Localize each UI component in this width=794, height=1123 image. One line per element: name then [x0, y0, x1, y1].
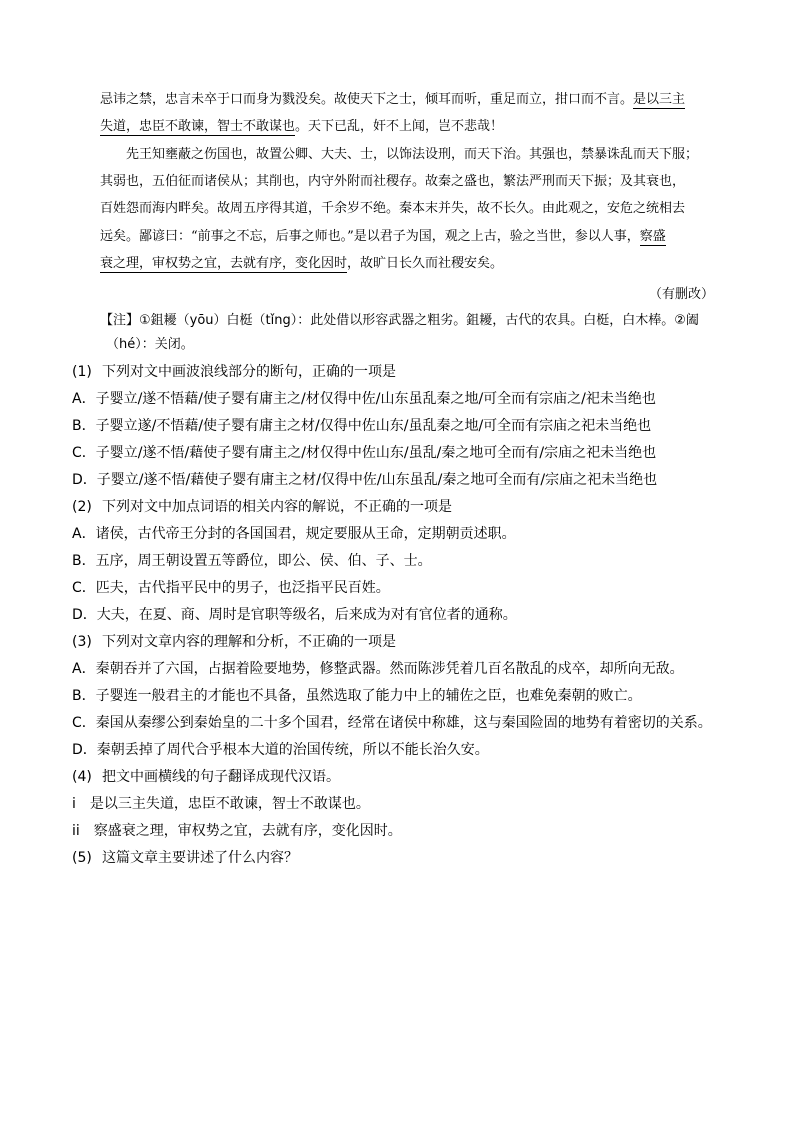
passage-text: 先王知壅蔽之伤国也，故置公卿、大夫、士，以饰法设刑，而天下治。其强也，禁暴诛乱而天下服；	[126, 147, 699, 162]
question-stem: 这篇文章主要讲述了什么内容？	[102, 850, 298, 866]
translation-item-i: i 是以三主失道，忠臣不敢谏，智士不敢谋也。	[72, 796, 370, 812]
passage-line-7	[100, 255, 503, 273]
option-2c: C．匹夫，古代指平民中的男子，也泛指平民百姓。	[72, 580, 390, 596]
translation-item-ii: ii 察盛衰之理，审权势之宜，去就有序，变化因时。	[72, 823, 402, 839]
question-number: (1)	[72, 364, 92, 380]
question-4	[72, 767, 340, 787]
question-stem: 下列对文中加点词语的相关内容的解说，不正确的一项是	[102, 499, 452, 515]
option-1b: B．子婴立遂/不悟藉/使子婴有庸主之材/仅得中佐山东/虽乱秦之地/可全而有宗庙之祀未当绝也	[72, 418, 652, 434]
passage-line-5	[100, 200, 685, 218]
question-stem: 下列对文中画波浪线部分的断句，正确的一项是	[102, 364, 396, 380]
passage-line-2	[100, 118, 503, 136]
question-number: (3)	[72, 634, 92, 650]
passage-text: 其弱也，五伯征而诸侯从；其削也，内守外附而社稷存。故秦之盛也，繁法严刑而天下振；及其衰也，	[100, 174, 686, 189]
question-number: (2)	[72, 499, 92, 515]
option-1d: D．子婴立/遂不悟/藉使子婴有庸主之材/仅得中佐/山东虽乱/秦之地可全而有/宗庙之祀未当绝也	[72, 472, 658, 488]
underlined-sentence: 失道，忠臣不敢谏，智士不敢谋也	[100, 119, 296, 134]
question-2	[72, 497, 452, 517]
question-number: (4)	[72, 769, 92, 785]
option-3b: B．子婴连一般君主的才能也不具备，虽然选取了能力中上的辅佐之臣，也难免秦朝的败亡。	[72, 688, 642, 704]
source-credit: （有删改）	[648, 287, 714, 302]
passage-text: 忌讳之禁，忠言未卒于口而身为戮没矣。故使天下之士，倾耳而听，重足而立，拑口而不言。	[100, 92, 634, 107]
option-3c: C．秦国从秦缪公到秦始皇的二十多个国君，经常在诸侯中称雄，这与秦国险固的地势有着密切的关系。	[72, 715, 712, 731]
option-3d: D．秦朝丢掉了周代合乎根本大道的治国传统，所以不能长治久安。	[72, 742, 489, 758]
question-3	[72, 632, 396, 652]
option-2a: A．诸侯，古代帝王分封的各国国君，规定要服从王命，定期朝贡述职。	[72, 526, 516, 542]
option-1c: C．子婴立/遂不悟/藉使子婴有庸主之/材仅得中佐山东/虽乱/秦之地可全而有/宗庙之祀未当绝也	[72, 445, 657, 461]
question-stem: 把文中画横线的句子翻译成现代汉语。	[102, 769, 340, 785]
passage-text: 远矣。鄙谚曰：“前事之不忘，后事之师也。”是以君子为国，观之上古，验之当世，参以人事，	[100, 229, 640, 244]
passage-text: 。天下已乱，奸不上闻，岂不悲哉！	[295, 119, 504, 134]
passage-line-3	[126, 146, 698, 164]
option-1a: A．子婴立/遂不悟藉/使子婴有庸主之/材仅得中佐/山东虽乱秦之地/可全而有宗庙之/祀未当绝也	[72, 391, 656, 407]
option-2d: D．大夫，在夏、商、周时是官职等级名，后来成为对有官位者的通称。	[72, 607, 517, 623]
passage-line-1	[100, 91, 685, 109]
question-stem: 下列对文章内容的理解和分析，不正确的一项是	[102, 634, 396, 650]
passage-line-4	[100, 173, 685, 191]
question-1	[72, 362, 396, 382]
underlined-sentence: 衰之理，审权势之宜，去就有序，变化因时	[100, 256, 348, 271]
option-3a: A．秦朝吞并了六国，占据着险要地势，修整武器。然而陈涉凭着几百名散乱的戍卒，却所向无敌。	[72, 661, 684, 677]
option-2b: B．五序，周王朝设置五等爵位，即公、侯、伯、子、士。	[72, 553, 432, 569]
underlined-sentence: 察盛	[639, 229, 666, 244]
question-5	[72, 848, 298, 868]
annotation-note-continued: （hé）：关闭。	[106, 337, 194, 352]
annotation-note: 【注】①鉏耰（yōu）白梃（tǐng）：此处借以形容武器之粗劣。鉏耰，古代的农具。白梃，白木棒。②阖	[100, 313, 699, 328]
question-number: (5)	[72, 850, 92, 866]
underlined-sentence: 是以三主	[633, 92, 686, 107]
passage-text: 百姓怨而海内畔矣。故周五序得其道，千余岁不绝。秦本末并失，故不长久。由此观之，安危之统相去	[100, 201, 686, 216]
passage-text: ，故旷日长久而社稷安矣。	[347, 256, 504, 271]
passage-line-6	[100, 228, 666, 246]
